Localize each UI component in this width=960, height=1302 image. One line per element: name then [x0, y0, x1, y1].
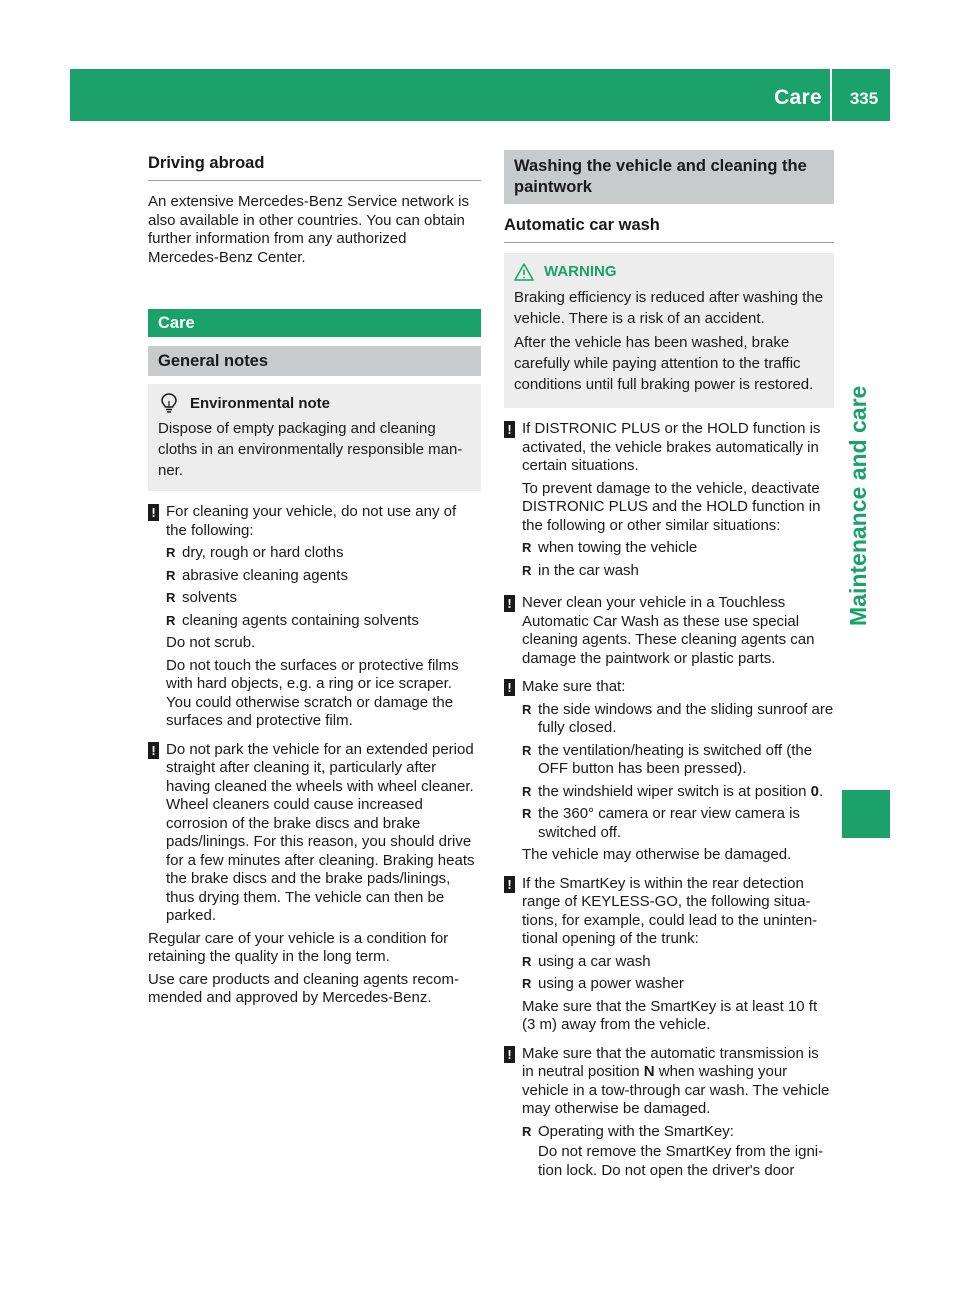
page-number: 335: [849, 89, 879, 108]
caution-cleaning-intro: For cleaning your vehicle, do not use any of the following:: [166, 503, 457, 539]
list-item: [522, 1123, 834, 1181]
exclamation-icon: !: [148, 742, 159, 759]
warning-triangle-icon: [514, 262, 534, 282]
caution-neutral-text-end: when washing your vehicle in a tow-through car wash. The vehicle may otherwise be damaged.: [522, 1063, 830, 1117]
driving-abroad-text: An extensive Mercedes-Benz Service network is also available in other countries. You can obtain further information from any authorized Mercedes-Benz Center.: [148, 193, 469, 266]
list-item: R when towing the vehicle: [522, 539, 834, 558]
caution-make-sure-outro: The vehicle may otherwise be damaged.: [522, 846, 792, 863]
bullet-list: [522, 953, 834, 994]
lightbulb-icon: [158, 392, 180, 414]
list-item: R solvents: [166, 589, 481, 608]
caution-parking-text: Do not park the vehicle for an extended period straight after cleaning it, particularly after having cleaned the wheels with wheel cleaner. Wheel cleaners could cause increased corrosion of the brake discs and brake pads/linings. For this reason, you should drive for a few minutes after cleaning. Braking heats the brake discs and the brake pads/linings, thus drying them. The vehicle can then be parked.: [166, 740, 475, 924]
side-tab: [842, 121, 890, 781]
list-item-text: the windshield wiper switch is at position: [538, 782, 811, 800]
caution-cleaning-p1: Do not scrub.: [166, 634, 256, 651]
neutral-position-value: N: [643, 1063, 655, 1080]
exclamation-icon: !: [504, 1046, 515, 1063]
left-column: [148, 150, 481, 1008]
heading-automatic-car-wash: Automatic car wash: [504, 212, 834, 243]
caution-cleaning-p2: Do not touch the surfaces or protective films with hard objects, e.g. a ring or ice scraper. You could otherwise scratch or damage the surfaces and protective film.: [166, 656, 459, 729]
caution-distronic-intro: If DISTRONIC PLUS or the HOLD function is activated, the vehicle brakes automatically in certain situations.: [522, 420, 821, 474]
environmental-note: [148, 384, 481, 491]
list-item: R the 360° camera or rear view camera is switched off.: [522, 805, 834, 842]
page-header: [70, 69, 890, 121]
care-bar: Care: [148, 309, 481, 337]
caution-touchless-text: Never clean your vehicle in a Touchless Automatic Car Wash as these use special cleaning agents. These cleaning agents can damage the paintwork or plastic parts.: [522, 594, 815, 667]
warning-p1: Braking efficiency is reduced after washing the vehicle. There is a risk of an accident.: [514, 289, 824, 327]
list-item: R in the car wash: [522, 562, 834, 581]
list-item-text-end: .: [818, 782, 824, 800]
list-item: R dry, rough or hard cloths: [166, 544, 481, 563]
regular-care-text: Regular care of your vehicle is a condition for retaining the quality in the long term.: [148, 929, 449, 965]
exclamation-icon: !: [504, 421, 515, 438]
caution-smartkey: [504, 875, 834, 1035]
list-item: R cleaning agents containing solvents: [166, 612, 481, 631]
bullet-list: [166, 544, 481, 630]
list-item-subtext: Do not remove the SmartKey from the igni-tion lock. Do not open the driver's door: [538, 1143, 824, 1179]
caution-neutral-text: Make sure that the automatic transmission is in neutral position: [522, 1044, 819, 1080]
header-separator: [830, 69, 832, 121]
caution-parking: [148, 741, 481, 926]
caution-smartkey-intro: If the SmartKey is within the rear detection range of KEYLESS-GO, the following situa-tions, for example, could lead to the uninten-tional opening of the trunk:: [522, 874, 818, 947]
list-item: R the side windows and the sliding sunroof are fully closed.: [522, 701, 834, 738]
header-title: Care: [774, 86, 822, 109]
caution-neutral-intro: [522, 1045, 834, 1119]
list-item: R abrasive cleaning agents: [166, 567, 481, 586]
list-item: R the ventilation/heating is switched off (the OFF button has been pressed).: [522, 742, 834, 779]
caution-make-sure-intro: Make sure that:: [522, 678, 626, 695]
environmental-note-title: Environmental note: [190, 394, 331, 412]
caution-distronic: [504, 420, 834, 580]
warning-box: [504, 253, 834, 408]
wiper-position-value: 0: [810, 782, 819, 800]
exclamation-icon: !: [504, 876, 515, 893]
list-item: [522, 783, 834, 802]
general-notes-bar: General notes: [148, 346, 481, 376]
bullet-list: [522, 539, 834, 580]
exclamation-icon: !: [504, 679, 515, 696]
warning-p2: After the vehicle has been washed, brake carefully while paying attention to the traffic conditions until full braking power is restored.: [514, 334, 814, 393]
caution-make-sure: [504, 678, 834, 865]
list-item-text: Operating with the SmartKey:: [538, 1122, 734, 1140]
side-tab-marker: [842, 790, 890, 838]
bullet-list: [522, 701, 834, 843]
right-column: [504, 150, 834, 1184]
exclamation-icon: !: [504, 595, 515, 612]
heading-driving-abroad: Driving abroad: [148, 150, 481, 181]
exclamation-icon: !: [148, 504, 159, 521]
caution-neutral: [504, 1045, 834, 1181]
caution-cleaning: [148, 503, 481, 731]
bullet-list: [522, 1123, 834, 1181]
warning-title: WARNING: [544, 263, 617, 280]
environmental-note-text: Dispose of empty packaging and cleaning cloths in an environmentally responsible man-ner.: [158, 420, 463, 479]
caution-smartkey-outro: Make sure that the SmartKey is at least 10 ft (3 m) away from the vehicle.: [522, 997, 818, 1033]
care-products-text: Use care products and cleaning agents recom-mended and approved by Mercedes-Benz.: [148, 970, 460, 1006]
washing-bar: Washing the vehicle and cleaning the paintwork: [504, 150, 834, 204]
side-tab-label: Maintenance and care: [845, 385, 871, 626]
list-item: R using a power washer: [522, 975, 834, 994]
list-item: R using a car wash: [522, 953, 834, 972]
caution-touchless: [504, 594, 834, 668]
caution-distronic-p1: To prevent damage to the vehicle, deactivate DISTRONIC PLUS and the HOLD function in the following or other similar situations:: [522, 479, 821, 534]
